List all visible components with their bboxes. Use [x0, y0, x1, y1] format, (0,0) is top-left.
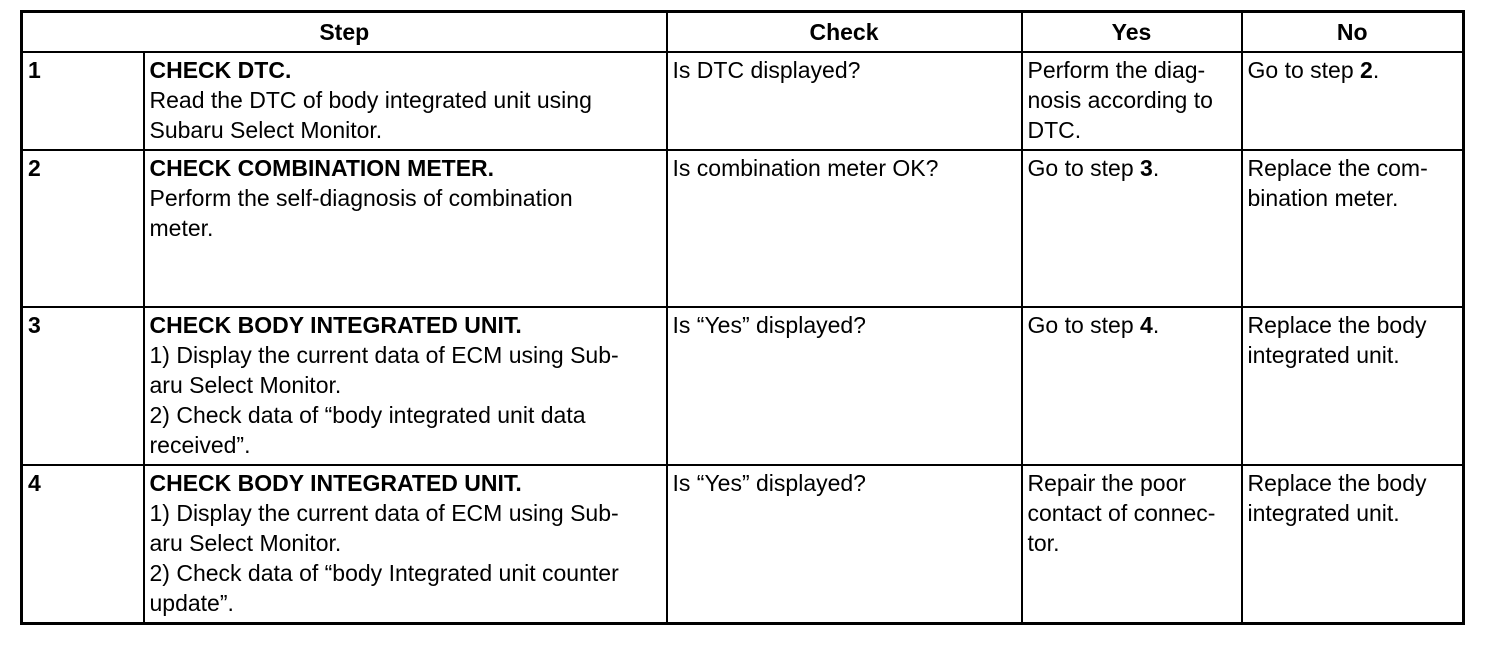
no-line: bination meter.	[1247, 185, 1399, 211]
step-line: 1) Display the current data of ECM using Sub-	[149, 342, 619, 368]
yes-cell	[1022, 465, 1242, 624]
header-yes: Yes	[1022, 12, 1242, 53]
header-row	[22, 12, 1464, 53]
header-step: Step	[22, 12, 667, 53]
no-cell	[1242, 307, 1464, 465]
step-line: aru Select Monitor.	[149, 372, 342, 398]
step-line: 2) Check data of “body Integrated unit counter	[149, 560, 619, 586]
check-cell: Is combination meter OK?	[667, 150, 1022, 307]
yes-line: contact of connec-	[1027, 500, 1216, 526]
check-cell: Is “Yes” displayed?	[667, 465, 1022, 624]
yes-line: tor.	[1027, 530, 1060, 556]
yes-text: Go to step	[1027, 155, 1141, 181]
step-line: aru Select Monitor.	[149, 530, 342, 556]
check-cell: Is “Yes” displayed?	[667, 307, 1022, 465]
step-line: 2) Check data of “body integrated unit data	[149, 402, 586, 428]
step-number: 2	[22, 150, 144, 307]
yes-step-link: 4	[1140, 312, 1153, 338]
no-line: Replace the body	[1247, 312, 1427, 338]
no-cell	[1242, 52, 1464, 150]
diagnosis-table	[20, 10, 1465, 625]
step-title: CHECK BODY INTEGRATED UNIT.	[149, 312, 522, 338]
table-row	[22, 465, 1464, 624]
step-description	[144, 465, 667, 624]
table-row	[22, 52, 1464, 150]
yes-step-link: 3	[1140, 155, 1153, 181]
no-line: Replace the com-	[1247, 155, 1428, 181]
yes-cell	[1022, 307, 1242, 465]
yes-suffix: .	[1152, 155, 1160, 181]
no-line: integrated unit.	[1247, 500, 1400, 526]
no-cell	[1242, 150, 1464, 307]
step-line: received”.	[149, 432, 251, 458]
step-line: 1) Display the current data of ECM using Sub-	[149, 500, 619, 526]
check-cell: Is DTC displayed?	[667, 52, 1022, 150]
step-title: CHECK DTC.	[149, 57, 292, 83]
yes-line: Repair the poor	[1027, 470, 1187, 496]
no-step-link: 2	[1360, 57, 1373, 83]
step-line: meter.	[149, 215, 214, 241]
no-suffix: .	[1372, 57, 1380, 83]
yes-line: Perform the diag-	[1027, 57, 1206, 83]
header-check: Check	[667, 12, 1022, 53]
table-row	[22, 150, 1464, 307]
yes-line: nosis according to	[1027, 87, 1213, 113]
no-line: integrated unit.	[1247, 342, 1400, 368]
step-line: update”.	[149, 590, 234, 616]
yes-cell	[1022, 52, 1242, 150]
step-line: Perform the self-diagnosis of combination	[149, 185, 573, 211]
no-cell	[1242, 465, 1464, 624]
step-description	[144, 150, 667, 307]
header-no: No	[1242, 12, 1464, 53]
yes-line: DTC.	[1027, 117, 1082, 143]
yes-text: Go to step	[1027, 312, 1141, 338]
yes-cell	[1022, 150, 1242, 307]
step-number: 1	[22, 52, 144, 150]
step-description	[144, 307, 667, 465]
step-title: CHECK COMBINATION METER.	[149, 155, 495, 181]
step-number: 4	[22, 465, 144, 624]
step-title: CHECK BODY INTEGRATED UNIT.	[149, 470, 522, 496]
no-line: Replace the body	[1247, 470, 1427, 496]
step-number: 3	[22, 307, 144, 465]
step-description	[144, 52, 667, 150]
step-line: Read the DTC of body integrated unit using	[149, 87, 592, 113]
step-line: Subaru Select Monitor.	[149, 117, 383, 143]
yes-suffix: .	[1152, 312, 1160, 338]
table-row	[22, 307, 1464, 465]
no-text: Go to step	[1247, 57, 1361, 83]
